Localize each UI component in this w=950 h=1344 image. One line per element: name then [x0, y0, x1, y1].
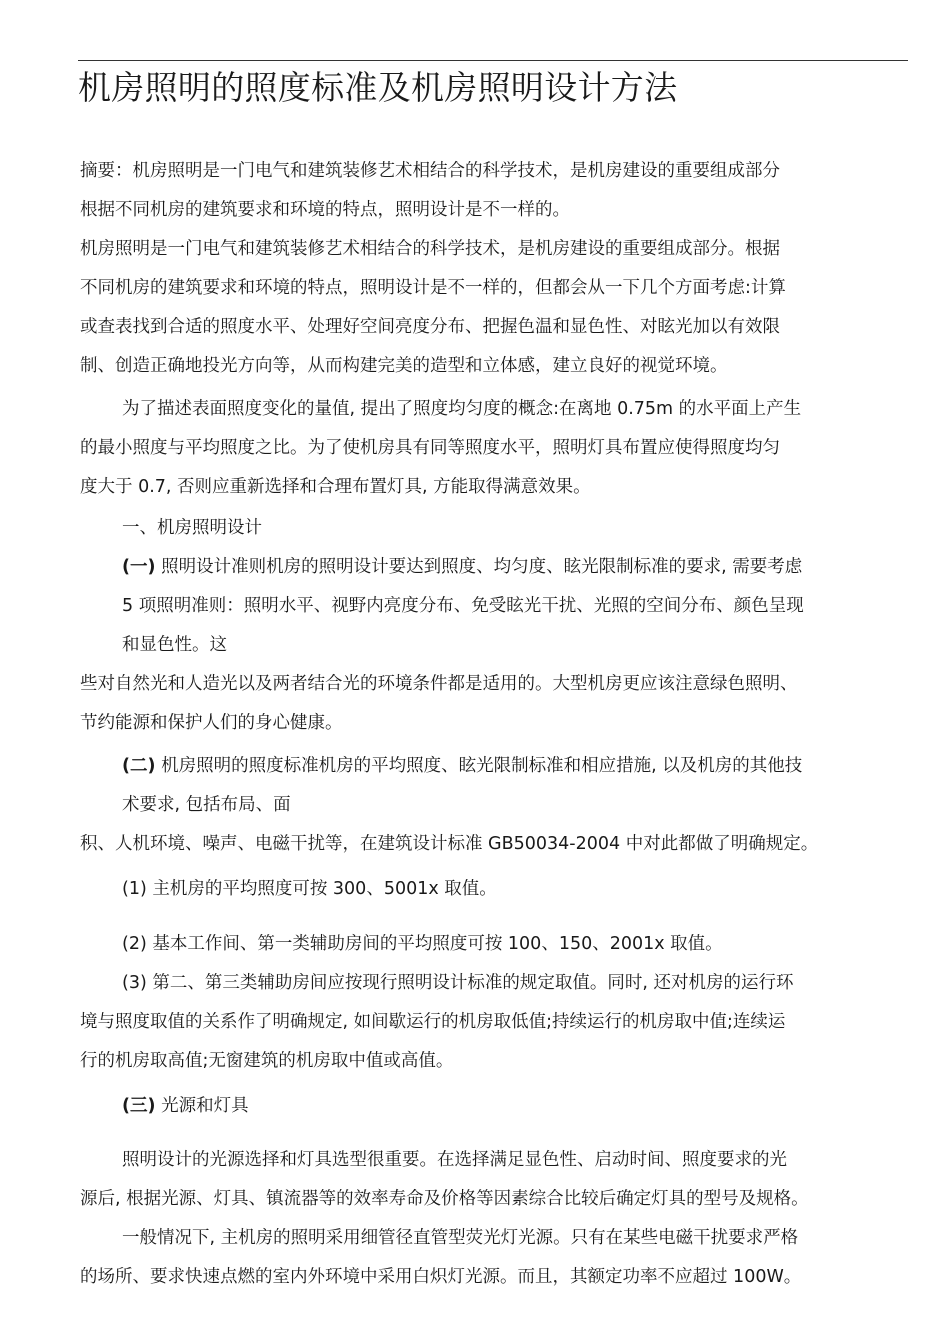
subsection-1-mark: (一)	[122, 557, 156, 577]
list-item-text: 境与照度取值的关系作了明确规定, 如间歇运行的机房取低值;持续运行的机房取中值;连续运	[80, 1012, 786, 1032]
uniformity-paragraph	[80, 390, 910, 507]
subsection-2	[80, 747, 910, 864]
subsection-2-line: 机房照明的照度标准机房的平均照度、眩光限制标准和相应措施, 以及机房的其他技	[161, 756, 803, 776]
intro-line: 或查表找到合适的照度水平、处理好空间亮度分布、把握色温和显色性、对眩光加以有效限	[80, 317, 780, 337]
subsection-1-continuation: 些对自然光和人造光以及两者结合光的环境条件都是适用的。大型机房更应该注意绿色照明、	[80, 674, 798, 694]
list-item-2	[80, 925, 910, 964]
intro-line: 制、创造正确地投光方向等，从而构建完美的造型和立体感，建立良好的视觉环境。	[80, 356, 728, 376]
section-heading-text: 一、机房照明设计	[122, 518, 262, 538]
abstract-line: 根据不同机房的建筑要求和环境的特点，照明设计是不一样的。	[80, 200, 570, 220]
paragraph-line: 源后, 根据光源、灯具、镇流器等的效率寿命及价格等因素综合比较后确定灯具的型号及规格。	[80, 1189, 809, 1209]
uniformity-line: 的最小照度与平均照度之比。为了使机房具有同等照度水平，照明灯具布置应使得照度均匀	[80, 438, 780, 458]
subsection-1	[80, 548, 910, 743]
uniformity-line: 为了描述表面照度变化的量值, 提出了照度均匀度的概念:在离地 0.75m 的水平面上产生	[122, 399, 802, 419]
subsection-2-line: 术要求, 包括布局、面	[122, 795, 291, 815]
subsection-2-continuation: 积、人机环境、噪声、电磁干扰等，在建筑设计标准 GB50034-2004 中对此都做了明确规定。	[80, 834, 819, 854]
subsection-1-continuation: 节约能源和保护人们的身心健康。	[80, 713, 343, 733]
abstract-line: 摘要：机房照明是一门电气和建筑装修艺术相结合的科学技术，是机房建设的重要组成部分	[80, 161, 780, 181]
subsection-1-line: 照明设计准则机房的照明设计要达到照度、均匀度、眩光限制标准的要求, 需要考虑	[161, 557, 803, 577]
subsection-3-mark: (三)	[122, 1096, 156, 1116]
light-source-paragraph	[80, 1141, 910, 1297]
paragraph-line: 照明设计的光源选择和灯具选型很重要。在选择满足显色性、启动时间、照度要求的光	[122, 1150, 787, 1170]
intro-line: 机房照明是一门电气和建筑装修艺术相结合的科学技术，是机房建设的重要组成部分。根据	[80, 239, 780, 259]
subsection-3	[80, 1087, 910, 1126]
intro-paragraph	[80, 230, 910, 386]
paragraph-line: 一般情况下, 主机房的照明采用细管径直管型荧光灯光源。只有在某些电磁干扰要求严格	[122, 1228, 799, 1248]
subsection-1-line: 5 项照明准则：照明水平、视野内亮度分布、免受眩光干扰、光照的空间分布、颜色呈现	[122, 596, 804, 616]
abstract-paragraph	[80, 152, 910, 230]
list-item-text: (2) 基本工作间、第一类辅助房间的平均照度可按 100、150、2001x 取值。	[122, 934, 723, 954]
section-heading	[80, 509, 910, 548]
list-item-1	[80, 870, 910, 909]
paragraph-line: 的场所、要求快速点燃的室内外环境中采用白炽灯光源。而且，其额定功率不应超过 100W。	[80, 1267, 802, 1287]
subsection-1-line: 和显色性。这	[122, 635, 227, 655]
subsection-2-mark: (二)	[122, 756, 156, 776]
list-item-text: (3) 第二、第三类辅助房间应按现行照明设计标准的规定取值。同时, 还对机房的运行环	[122, 973, 794, 993]
intro-line: 不同机房的建筑要求和环境的特点，照明设计是不一样的，但都会从一下几个方面考虑:计算	[80, 278, 786, 298]
list-item-text: (1) 主机房的平均照度可按 300、5001x 取值。	[122, 879, 497, 899]
page-title: 机房照明的照度标准及机房照明设计方法	[78, 68, 678, 107]
subsection-3-heading: 光源和灯具	[161, 1096, 249, 1116]
top-rule	[78, 60, 908, 61]
list-item-text: 行的机房取高值;无窗建筑的机房取中值或高值。	[80, 1051, 454, 1071]
uniformity-line: 度大于 0.7, 否则应重新选择和合理布置灯具, 方能取得满意效果。	[80, 477, 591, 497]
list-item-3	[80, 964, 910, 1081]
